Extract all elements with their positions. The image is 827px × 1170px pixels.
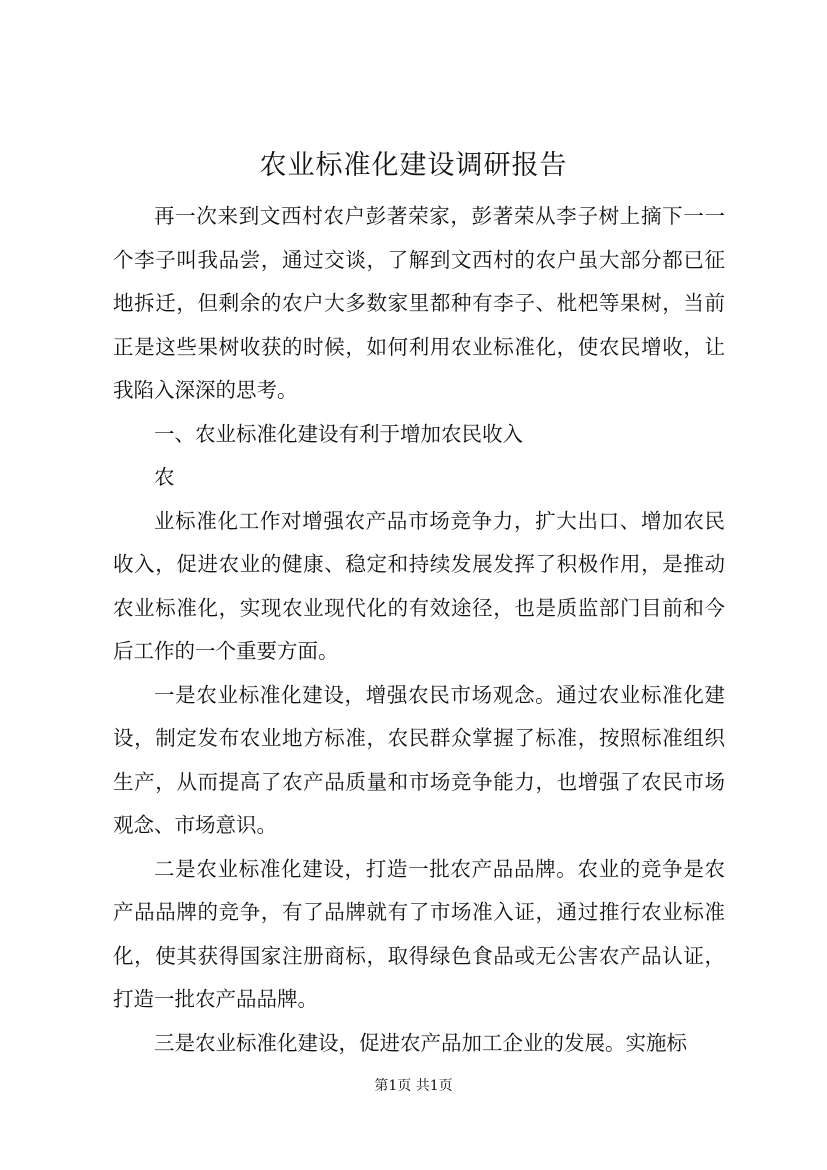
- paragraph-standardization: 业标准化工作对增强农产品市场竞争力，扩大出口、增加农民收入，促进农业的健康、稳定和持续发展发挥了积极作用，是推动农业标准化，实现农业现代化的有效途径，也是质监部门目前和今后工作的一个重要方面。: [113, 508, 725, 663]
- paragraph-point-1: 一是农业标准化建设，增强农民市场观念。通过农业标准化建设，制定发布农业地方标准，农民群众掌握了标准，按照标准组织生产，从而提高了农产品质量和市场竞争能力，也增强了农民市场观念、市场意识。: [113, 682, 725, 837]
- section-heading-1: 一、农业标准化建设有利于增加农民收入: [154, 421, 523, 446]
- paragraph-fragment: 农: [154, 465, 175, 489]
- document-body: [113, 195, 725, 1065]
- document-title: 农业标准化建设调研报告: [259, 150, 568, 181]
- paragraph-intro: 再一次来到文西村农户彭著荣家，彭著荣从李子树上摘下一一个李子叫我品尝，通过交谈，了解到文西村的农户虽大部分都已征地拆迁，但剩余的农户大多数家里都种有李子、枇杷等果树，当前正是这些果树收获的时候，如何利用农业标准化，使农民增收，让我陷入深深的思考。: [113, 204, 725, 402]
- paragraph-point-3: 三是农业标准化建设，促进农产品加工企业的发展。实施标: [154, 1030, 687, 1055]
- paragraph-point-2: 二是农业标准化建设，打造一批农产品品牌。农业的竞争是农产品品牌的竞争，有了品牌就有了市场准入证，通过推行农业标准化，使其获得国家注册商标，取得绿色食品或无公害农产品认证，打造一批农产品品牌。: [113, 856, 725, 1011]
- page-footer: 第1页 共1页: [374, 1078, 453, 1094]
